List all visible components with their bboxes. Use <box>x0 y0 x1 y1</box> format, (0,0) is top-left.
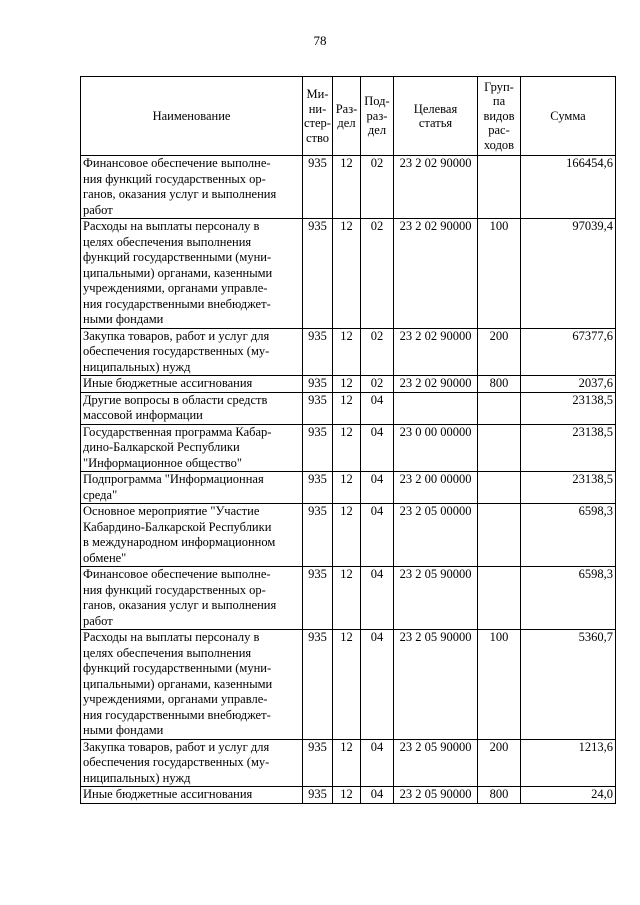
cell-amount: 1213,6 <box>521 739 616 787</box>
header-section: Раз- дел <box>333 77 361 156</box>
cell-target-article: 23 2 05 00000 <box>394 504 478 567</box>
cell-ministry: 935 <box>303 630 333 740</box>
cell-section: 12 <box>333 219 361 329</box>
cell-amount: 24,0 <box>521 787 616 804</box>
table-row <box>81 739 616 787</box>
cell-name: Расходы на выплаты персоналу в целях обеспечения выполнения функций государственными (муни- ципальными) органами, казенными учреждениями, органами управле- ния государственными внебюджет- ными фондами <box>81 630 303 740</box>
cell-expense-group <box>478 156 521 219</box>
cell-target-article <box>394 392 478 424</box>
cell-name: Государственная программа Кабар- дино-Балкарской Республики "Информационное общество" <box>81 424 303 472</box>
cell-amount: 97039,4 <box>521 219 616 329</box>
cell-subsection: 02 <box>361 219 394 329</box>
cell-ministry: 935 <box>303 567 333 630</box>
cell-target-article: 23 2 00 00000 <box>394 472 478 504</box>
cell-ministry: 935 <box>303 328 333 376</box>
cell-section: 12 <box>333 392 361 424</box>
cell-name: Иные бюджетные ассигнования <box>81 376 303 393</box>
cell-section: 12 <box>333 739 361 787</box>
cell-section: 12 <box>333 567 361 630</box>
cell-expense-group: 800 <box>478 376 521 393</box>
cell-subsection: 04 <box>361 739 394 787</box>
cell-expense-group: 100 <box>478 630 521 740</box>
cell-amount: 6598,3 <box>521 504 616 567</box>
cell-section: 12 <box>333 787 361 804</box>
header-subsection: Под- раз- дел <box>361 77 394 156</box>
cell-target-article: 23 2 05 90000 <box>394 739 478 787</box>
cell-expense-group: 100 <box>478 219 521 329</box>
cell-subsection: 04 <box>361 392 394 424</box>
cell-target-article: 23 0 00 00000 <box>394 424 478 472</box>
page-number: 78 <box>313 33 327 48</box>
header-name: Наименование <box>81 77 303 156</box>
cell-expense-group <box>478 424 521 472</box>
table-row <box>81 376 616 393</box>
cell-target-article: 23 2 05 90000 <box>394 567 478 630</box>
table-header-row <box>81 77 616 156</box>
table-row <box>81 328 616 376</box>
cell-name: Расходы на выплаты персоналу в целях обеспечения выполнения функций государственными (муни- ципальными) органами, казенными учреждениями, органами управле- ния государственными внебюджет- ными фондами <box>81 219 303 329</box>
cell-subsection: 02 <box>361 328 394 376</box>
cell-target-article: 23 2 05 90000 <box>394 787 478 804</box>
cell-subsection: 04 <box>361 787 394 804</box>
cell-name: Финансовое обеспечение выполне- ния функций государственных ор- ганов, оказания услуг и выполнения работ <box>81 567 303 630</box>
header-target-article: Целевая статья <box>394 77 478 156</box>
cell-name: Закупка товаров, работ и услуг для обеспечения государственных (му- ниципальных) нужд <box>81 328 303 376</box>
header-ministry: Ми- ни- стер- ство <box>303 77 333 156</box>
table-row <box>81 504 616 567</box>
cell-section: 12 <box>333 328 361 376</box>
cell-amount: 6598,3 <box>521 567 616 630</box>
cell-name: Закупка товаров, работ и услуг для обеспечения государственных (му- ниципальных) нужд <box>81 739 303 787</box>
cell-ministry: 935 <box>303 472 333 504</box>
cell-amount: 67377,6 <box>521 328 616 376</box>
cell-name: Другие вопросы в области средств массовой информации <box>81 392 303 424</box>
cell-expense-group <box>478 392 521 424</box>
cell-section: 12 <box>333 504 361 567</box>
cell-ministry: 935 <box>303 787 333 804</box>
table-row <box>81 472 616 504</box>
cell-section: 12 <box>333 472 361 504</box>
cell-target-article: 23 2 02 90000 <box>394 376 478 393</box>
cell-name: Подпрограмма "Информационная среда" <box>81 472 303 504</box>
cell-expense-group <box>478 504 521 567</box>
cell-amount: 5360,7 <box>521 630 616 740</box>
table-row <box>81 392 616 424</box>
cell-subsection: 02 <box>361 156 394 219</box>
cell-target-article: 23 2 02 90000 <box>394 156 478 219</box>
table-row <box>81 787 616 804</box>
table-row <box>81 424 616 472</box>
cell-name: Основное мероприятие "Участие Кабардино-Балкарской Республики в международном информационном обмене" <box>81 504 303 567</box>
cell-ministry: 935 <box>303 504 333 567</box>
cell-ministry: 935 <box>303 376 333 393</box>
cell-target-article: 23 2 05 90000 <box>394 630 478 740</box>
cell-expense-group <box>478 472 521 504</box>
cell-subsection: 04 <box>361 472 394 504</box>
cell-name: Финансовое обеспечение выполне- ния функций государственных ор- ганов, оказания услуг и выполнения работ <box>81 156 303 219</box>
budget-table <box>80 76 616 804</box>
cell-section: 12 <box>333 376 361 393</box>
cell-ministry: 935 <box>303 739 333 787</box>
header-expense-group: Груп- па видов рас- ходов <box>478 77 521 156</box>
cell-subsection: 04 <box>361 630 394 740</box>
cell-ministry: 935 <box>303 392 333 424</box>
cell-section: 12 <box>333 156 361 219</box>
cell-amount: 166454,6 <box>521 156 616 219</box>
cell-section: 12 <box>333 424 361 472</box>
table-row <box>81 567 616 630</box>
cell-target-article: 23 2 02 90000 <box>394 328 478 376</box>
cell-subsection: 04 <box>361 504 394 567</box>
cell-ministry: 935 <box>303 219 333 329</box>
cell-name: Иные бюджетные ассигнования <box>81 787 303 804</box>
cell-expense-group: 200 <box>478 739 521 787</box>
table-body <box>81 156 616 804</box>
table-row <box>81 156 616 219</box>
cell-ministry: 935 <box>303 424 333 472</box>
cell-amount: 2037,6 <box>521 376 616 393</box>
cell-section: 12 <box>333 630 361 740</box>
cell-target-article: 23 2 02 90000 <box>394 219 478 329</box>
cell-amount: 23138,5 <box>521 392 616 424</box>
cell-subsection: 02 <box>361 376 394 393</box>
header-amount: Сумма <box>521 77 616 156</box>
table-row <box>81 219 616 329</box>
cell-expense-group: 800 <box>478 787 521 804</box>
table-row <box>81 630 616 740</box>
cell-expense-group: 200 <box>478 328 521 376</box>
cell-amount: 23138,5 <box>521 472 616 504</box>
cell-amount: 23138,5 <box>521 424 616 472</box>
cell-expense-group <box>478 567 521 630</box>
cell-subsection: 04 <box>361 424 394 472</box>
cell-subsection: 04 <box>361 567 394 630</box>
cell-ministry: 935 <box>303 156 333 219</box>
